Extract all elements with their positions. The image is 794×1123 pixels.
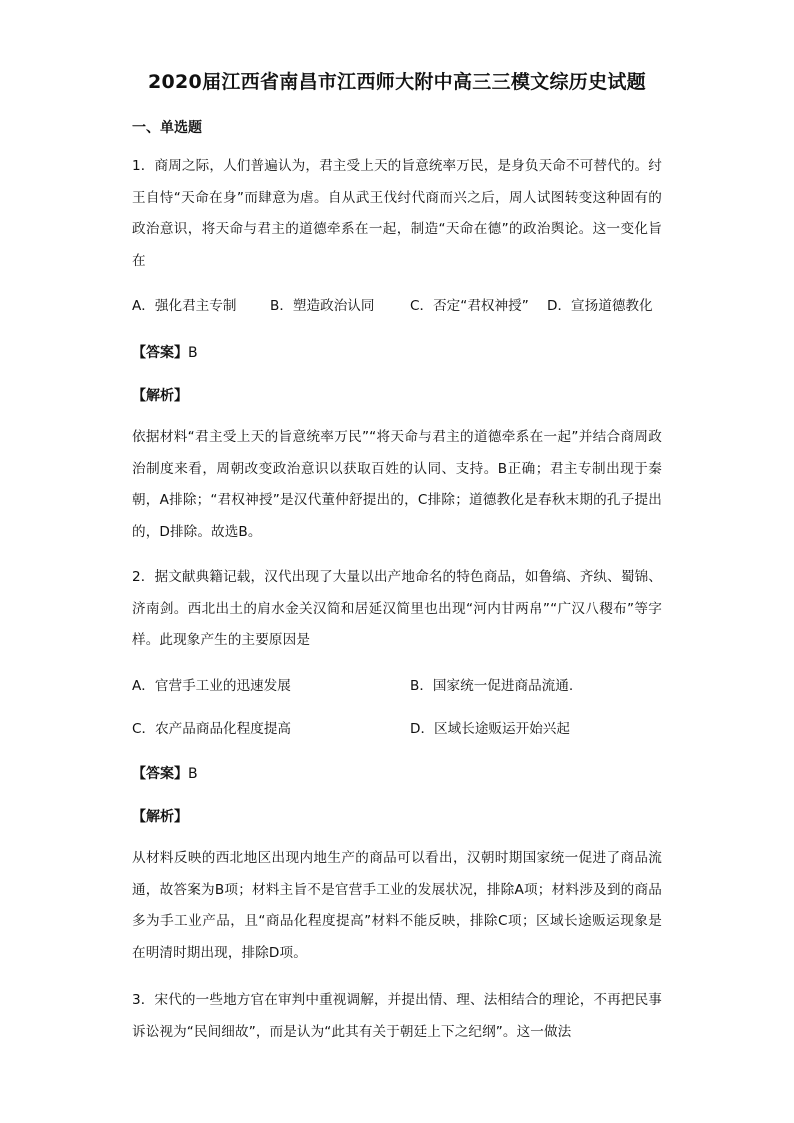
question-1-analysis-label: 【解析】 <box>132 388 188 404</box>
question-1-answer <box>132 342 198 364</box>
question-1-option-a: A．强化君主专制 <box>132 298 237 314</box>
question-1-option-c: C．否定“君权神授” <box>410 298 529 314</box>
question-2-option-d: D．区域长途贩运开始兴起 <box>410 721 570 737</box>
question-1-option-d: D．宣扬道德教化 <box>547 298 653 314</box>
section-heading: 一、单选题 <box>132 120 202 136</box>
question-2-option-c: C．农产品商品化程度提高 <box>132 721 292 737</box>
question-2-option-b: B．国家统一促进商品流通. <box>410 678 574 694</box>
question-2-analysis: 从材料反映的西北地区出现内地生产的商品可以看出，汉朝时期国家统一促进了商品流通，故答案为B项；材料主旨不是官营手工业的发展状况，排除A项；材料涉及到的商品多为手工业产品，且“商品化程度提高”材料不能反映，排除C项；区域长途贩运现象是在明清时期出现，排除D项。 <box>132 850 662 961</box>
question-3-stem: 3．宋代的一些地方官在审判中重视调解，并提出情、理、法相结合的理论，不再把民事诉讼视为“民间细故”，而是认为“此其有关于朝廷上下之纪纲”。这一做法 <box>132 992 662 1040</box>
question-2-analysis-label: 【解析】 <box>132 809 188 825</box>
answer-value: B <box>188 345 198 361</box>
question-2-answer <box>132 763 198 785</box>
question-2-stem: 2．据文献典籍记载，汉代出现了大量以出产地命名的特色商品，如鲁缟、齐纨、蜀锦、济南剑。西北出土的肩水金关汉简和居延汉简里也出现“河内甘两帛”“广汉八稷布”等字样。此现象产生的主要原因是 <box>132 569 662 648</box>
page-title: 2020届江西省南昌市江西师大附中高三三模文综历史试题 <box>148 71 646 93</box>
answer-label: 【答案】 <box>132 345 188 361</box>
question-1-stem: 1．商周之际，人们普遍认为，君主受上天的旨意统率万民，是身负天命不可替代的。纣王自恃“天命在身”而肆意为虐。自从武王伐纣代商而兴之后，周人试图转变这种固有的政治意识，将天命与君主的道德牵系在一起，制造“天命在德”的政治舆论。这一变化旨在 <box>132 158 662 269</box>
question-2-option-a: A．官营手工业的迅速发展 <box>132 678 291 694</box>
question-1-analysis: 依据材料“君主受上天的旨意统率万民”“将天命与君主的道德牵系在一起”并结合商周政治制度来看，周朝改变政治意识以获取百姓的认同、支持。B正确；君主专制出现于秦朝，A排除；“君权神授”是汉代董仲舒提出的，C排除；道德教化是春秋末期的孔子提出的，D排除。故选B。 <box>132 429 662 540</box>
answer-label: 【答案】 <box>132 766 188 782</box>
question-1-option-b: B．塑造政治认同 <box>270 298 375 314</box>
answer-value: B <box>188 766 198 782</box>
